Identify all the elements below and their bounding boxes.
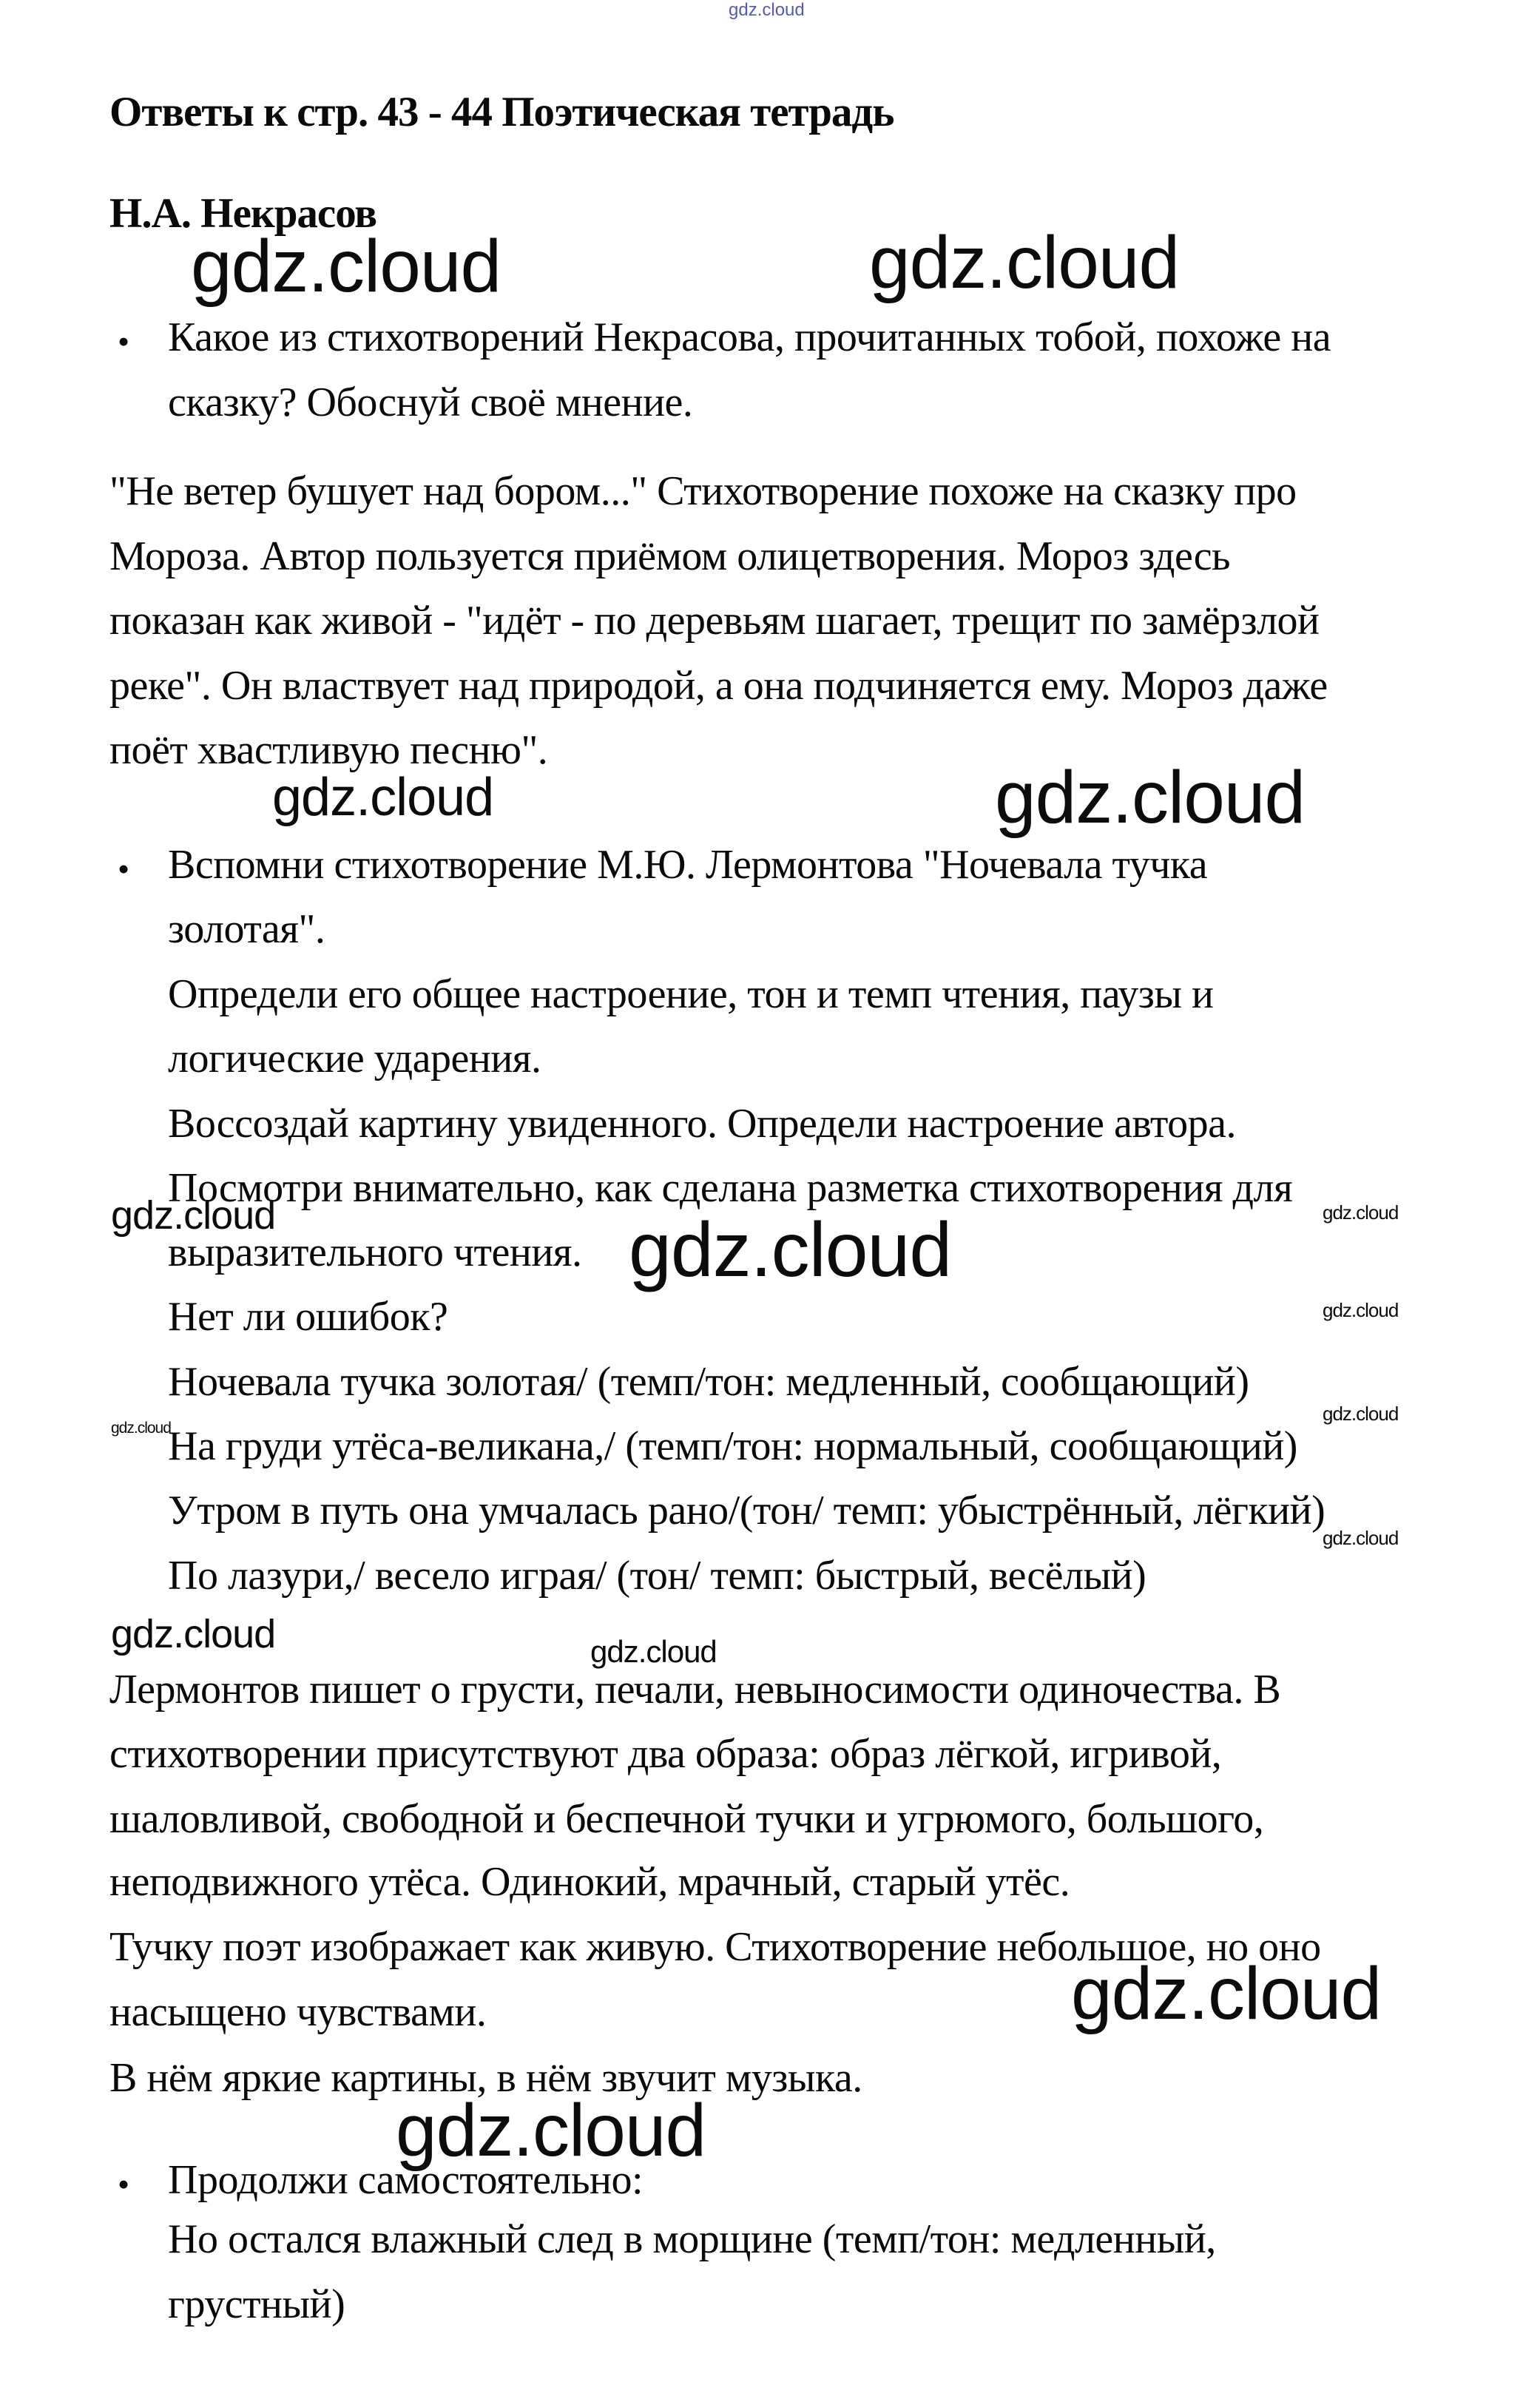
- gdz-cloud-watermark: gdz.cloud: [869, 221, 1180, 304]
- gdz-cloud-watermark: gdz.cloud: [111, 1420, 171, 1437]
- gdz-cloud-watermark: gdz.cloud: [396, 2089, 706, 2172]
- page-title: Ответы к стр. 43 - 44 Поэтическая тетрадь: [109, 89, 894, 135]
- author-heading: Н.А. Некрасов: [109, 190, 377, 237]
- gdz-cloud-watermark: gdz.cloud: [1071, 1952, 1382, 2035]
- answer-line: "Не ветер бушует над бором..." Стихотворение похоже на сказку про: [109, 468, 1297, 514]
- answer-line: шаловливой, свободной и беспечной тучки и угрюмого, большого,: [109, 1796, 1264, 1842]
- answer-line: показан как живой - "идёт - по деревьям шагает, трещит по замёрзлой: [109, 598, 1320, 644]
- answer-line: Мороза. Автор пользуется приёмом олицетворения. Мороз здесь: [109, 533, 1231, 579]
- answer-line: поёт хвастливую песню".: [109, 727, 548, 773]
- question-line: • Вспомни стихотворение М.Ю. Лермонтова "Ночевала тучка: [168, 841, 1207, 888]
- gdz-cloud-watermark: gdz.cloud: [111, 1612, 276, 1656]
- question-line: сказку? Обоснуй своё мнение.: [168, 379, 693, 425]
- question-line: Воссоздай картину увиденного. Определи настроение автора.: [168, 1101, 1236, 1147]
- answer-line: стихотворении присутствуют два образа: образ лёгкой, игривой,: [109, 1731, 1222, 1777]
- answer-line: В нём яркие картины, в нём звучит музыка.: [109, 2055, 862, 2101]
- gdz-cloud-watermark: gdz.cloud: [1323, 1201, 1399, 1224]
- question-line: выразительного чтения.: [168, 1229, 582, 1275]
- answer-line: неподвижного утёса. Одинокий, мрачный, старый утёс.: [109, 1859, 1070, 1905]
- answer-line: Лермонтов пишет о грусти, печали, невыносимости одиночества. В: [109, 1667, 1281, 1713]
- gdz-cloud-watermark: gdz.cloud: [590, 1634, 717, 1669]
- poem-line: Утром в путь она умчалась рано/(тон/ темп: убыстрённый, лёгкий): [168, 1488, 1325, 1534]
- question-line: • Продолжи самостоятельно:: [168, 2156, 643, 2204]
- poem-line: На груди утёса-великана,/ (темп/тон: нормальный, сообщающий): [168, 1423, 1297, 1469]
- gdz-cloud-watermark: gdz.cloud: [729, 0, 805, 20]
- poem-line: Ночевала тучка золотая/ (темп/тон: медленный, сообщающий): [168, 1359, 1249, 1405]
- question-line: логические ударения.: [168, 1036, 541, 1082]
- answer-line: Но остался влажный след в морщине (темп/тон: медленный,: [168, 2216, 1216, 2262]
- answer-line: реке". Он властвует над природой, а она подчиняется ему. Мороз даже: [109, 663, 1328, 709]
- gdz-cloud-watermark: gdz.cloud: [995, 756, 1306, 839]
- question-line: Определи его общее настроение, тон и темп чтения, паузы и: [168, 971, 1214, 1017]
- question-line: Посмотри внимательно, как сделана разметка стихотворения для: [168, 1165, 1293, 1211]
- gdz-cloud-watermark: gdz.cloud: [1323, 1527, 1399, 1549]
- gdz-cloud-watermark: gdz.cloud: [1323, 1299, 1399, 1321]
- answer-line: насыщено чувствами.: [109, 1989, 487, 2035]
- answer-line: Тучку поэт изображает как живую. Стихотворение небольшое, но оно: [109, 1924, 1321, 1970]
- question-line: • Какое из стихотворений Некрасова, прочитанных тобой, похоже на: [168, 314, 1331, 361]
- question-line: Нет ли ошибок?: [168, 1294, 448, 1340]
- gdz-cloud-watermark: gdz.cloud: [629, 1207, 952, 1293]
- gdz-cloud-watermark: gdz.cloud: [1323, 1403, 1399, 1425]
- poem-line: По лазури,/ весело играя/ (тон/ темп: быстрый, весёлый): [168, 1553, 1146, 1599]
- question-line: золотая".: [168, 906, 325, 952]
- gdz-cloud-watermark: gdz.cloud: [111, 1193, 276, 1238]
- gdz-cloud-watermark: gdz.cloud: [191, 225, 501, 308]
- gdz-cloud-watermark: gdz.cloud: [272, 768, 494, 827]
- answer-line: грустный): [168, 2281, 345, 2327]
